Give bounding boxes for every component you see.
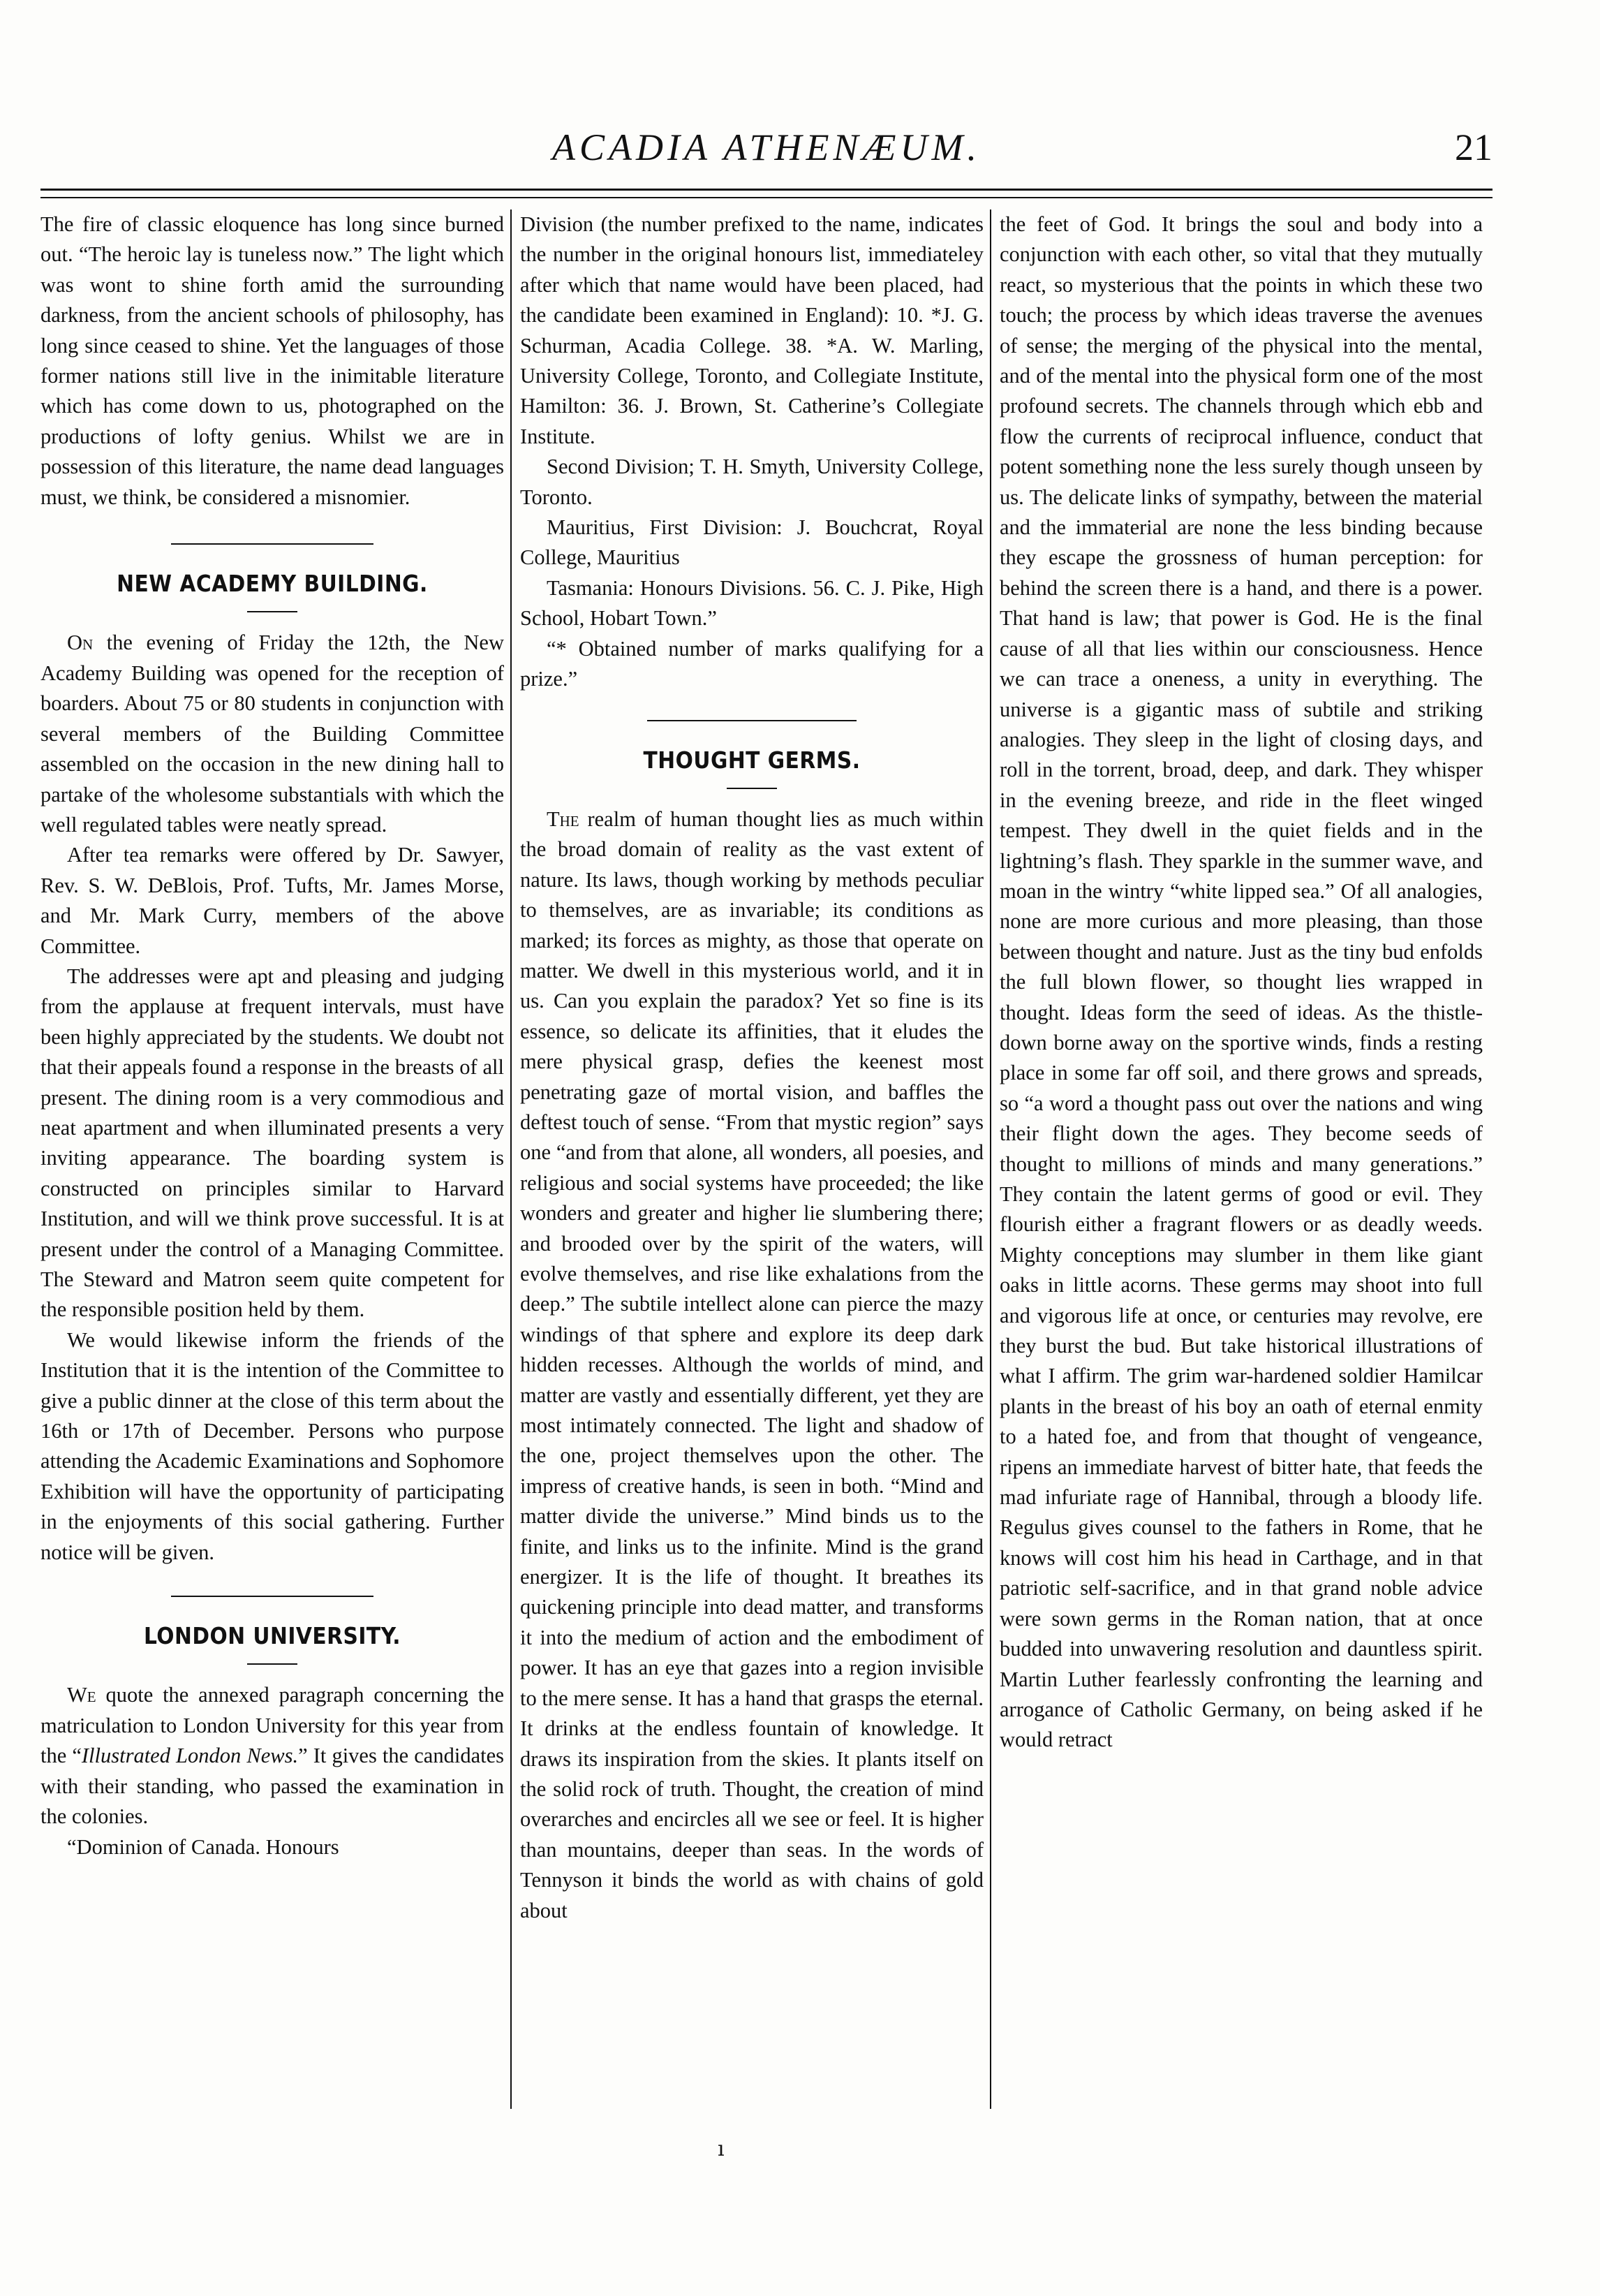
paragraph: On the evening of Friday the 12th, the New Academy Building was opened for the reception of boarders. About 75 or 80 students in conjunction with several members of the Building Committee assembled on the occasion in the new dining hall to partake of the wholesome substantials with which the well regulated tables were neatly spread. [40, 631, 504, 837]
paragraph: We would likewise inform the friends of the Institution that it is the intention of the Committee to give a public dinner at the close of this term about the 16th or 17th of December. Persons who purpose attending the Academic Examinations and Sophomore Exhibition will have the opportunity of participating in the enjoyments of this social gathering. Further notice will be given. [40, 1327, 504, 1564]
paragraph: Division (the number prefixed to the name, indicates the number in the original honours list, immediateley after which that name would have been placed, had the candidate been examined in England): 10. *J. G. Schurman, Acadia College. 38. *A. W. Marling, University College, Toronto, and Collegiate Institute, Hamilton: 36. J. Brown, St. Catherine’s Collegiate Institute. [520, 212, 984, 448]
paragraph: “* Obtained number of marks qualifying for a prize.” [520, 636, 984, 691]
paragraph: The addresses were apt and pleasing and judging from the applause at frequent intervals, must have been highly appreciated by the students. We doubt not that their appeals found a response in the breasts of all present. The dining room is a very commodious and neat apartment and when illuminated presents a very inviting appearance. The boarding system is constructed on principles similar to Harvard Institution, and will we think prove successful. It is at present under the control of a Managing Committee. The Steward and Matron seem quite competent for the responsible position held by them. [40, 964, 504, 1322]
column-right [1000, 209, 1483, 2116]
column-divider-2 [990, 209, 991, 2109]
section-heading-new-academy: NEW ACADEMY BUILDING. [117, 570, 428, 598]
journal-title: ACADIA ATHENÆUM. [551, 126, 981, 168]
paragraph: Second Division; T. H. Smyth, University College, Toronto. [520, 455, 984, 509]
page-number: 21 [1455, 126, 1492, 168]
paragraph: We quote the annexed paragraph concerning the matriculation to London University for this year from the “Illustrated London News.” It gives the candidates with their standing, who passed the examination in the colonies. [40, 1683, 504, 1829]
paragraph: The fire of classic eloquence has long since burned out. “The heroic lay is tuneless now.” The light which was wont to shine forth amid the surrounding darkness, from the ancient schools of philosophy, has long since ceased to shine. Yet the languages of those former nations still live in the inimitable literature which has come down to us, photographed on the productions of lofty genius. Whilst we are in possession of this literature, the name dead languages must, we think, be considered a misnomier. [40, 212, 504, 509]
paragraph: the feet of God. It brings the soul and body into a conjunction with each other, so vital that they mutually react, so mysterious that the points in which these two touch; the process by which ideas traverse the avenues of sense; the merging of the physical into the mental, and of the mental into the physical form one of the most profound secrets. The channels through which ebb and flow the currents of reciprocal influence, conduct that potent something none the less surely though unseen by us. The delicate links of sympathy, between the material and the immaterial are none the less binding because they escape the grossness of human perception: for behind the screen there is a hand, and there is a power. That hand is law; that power is God. He is the final cause of all that lies within our consciousness. Hence we can trace a oneness, a unity in everything. The universe is a gigantic mass of subtile and striking analogies. They sleep in the light of closing days, and roll in the torrent, broad, deep, and dark. They whisper in the evening breeze, and ride in the fleet winged tempest. They dwell in the quiet fields and in the lightning’s flash. They sparkle in the summer wave, and moan in the wintry “white lipped sea.” Of all analogies, none are more curious and more pleasing, than those between thought and nature. Just as the tiny bud enfolds the full blown flower, so thought lies wrapped in thought. Ideas form the seed of ideas. As the thistle-down borne away on the sportive winds, finds a resting place in some far off soil, and there grows and spreads, so “a word a thought pass out over the nations and wing their flight down the ages. They become seeds of thought to millions of minds and many generations.” They contain the latent germs of good or evil. They flourish either a fragrant flowers or as deadly weeds. Mighty conceptions may slumber in them like giant oaks in little acorns. These germs may shoot into full and vigorous life at once, or centuries may revolve, ere they burst the bud. But take historical illustrations of what I affirm. The grim war-hardened soldier Hamilcar plants in the breast of his boy an oath of eternal enmity to a hated foe, and from that thought of vengeance, ripens an immediate harvest of bitter hate, that feeds the mad infuriate rage of Hannibal, through a bloody life. Regulus gives counsel to the fathers in Rome, that he knows will cost him his head in Carthage, and in that patriotic self-sacrifice, and in that grand noble advice were sown germs in the Roman nation, that at once budded into unwavering resolution and dauntless spirit. Martin Luther fearlessly confronting the learning and arrogance of Catholic Germany, on being asked if he would retract [1000, 212, 1483, 1752]
header-rule-thin [40, 197, 1492, 198]
lead-word: We [67, 1683, 96, 1707]
paragraph: The realm of human thought lies as much within the broad domain of reality as the vast extent of nature. Its laws, though working by methods peculiar to themselves, are as invariable; its conditions as marked; its forces as mighty, as those that operate on matter. We dwell in this mysterious world, and it in us. Can you explain the paradox? Yet so fine is its essence, so delicate its affinities, that it eludes the mere physical grasp, defies the keenest most penetrating gaze of mortal vision, and baffles the deftest touch of sense. “From that mystic region” says one “and from that alone, all wonders, all poesies, and religious and social systems have proceeded; the like wonders and greater and higher lie slumbering there; and brooded over by the spirit of the waters, will evolve themselves, and rise like exhalations from the deep.” The subtile intellect alone can pierce the mazy windings of that sphere and explore its deep dark hidden recesses. Although the worlds of mind, and matter are vastly and essentially different, yet they are most intimately connected. The light and shadow of the one, project themselves upon the other. The impress of creative hands, is seen in both. “Mind and matter divide the universe.” Mind binds us to the finite, and links us to the infinite. Mind is the grand energizer. It is the life of thought. It breathes its quickening principle into dead matter, and transforms it into the medium of action and the embodiment of power. It has an eye that gazes into a region invisible to the mere sense. It has a hand that grasps the eternal. It drinks at the endless fountain of knowledge. It draws its inspiration from the skies. It plants itself on the solid rock of truth. Thought, the creation of mind overarches and encircles all we see or feel. It is higher than mountains, deeper than seas. In the words of Tennyson it binds the world as with chains of gold about [520, 807, 984, 1922]
lead-word: On [67, 631, 94, 655]
publication-name: Illustrated London News. [81, 1744, 299, 1768]
paragraph: Tasmania: Honours Divisions. 56. C. J. Pike, High School, Hobart Town.” [520, 575, 984, 631]
section-heading-thought-germs: THOUGHT GERMS. [643, 746, 861, 774]
paragraph: “Dominion of Canada. Honours [67, 1834, 339, 1859]
footer-mark: ı [718, 2137, 725, 2161]
lead-word: The [547, 807, 579, 831]
paragraph: Mauritius, First Division: J. Bouchcrat, Royal College, Mauritius [520, 515, 984, 570]
column-middle [520, 209, 984, 2116]
page-header [40, 126, 1492, 182]
column-divider-1 [510, 209, 512, 2109]
section-heading-london-university: LONDON UNIVERSITY. [144, 1622, 401, 1650]
column-left [40, 209, 504, 2116]
paragraph: After tea remarks were offered by Dr. Sawyer, Rev. S. W. DeBlois, Prof. Tufts, Mr. James Morse, and Mr. Mark Curry, members of the above Committee. [40, 843, 504, 958]
header-rule-thick [40, 189, 1492, 191]
